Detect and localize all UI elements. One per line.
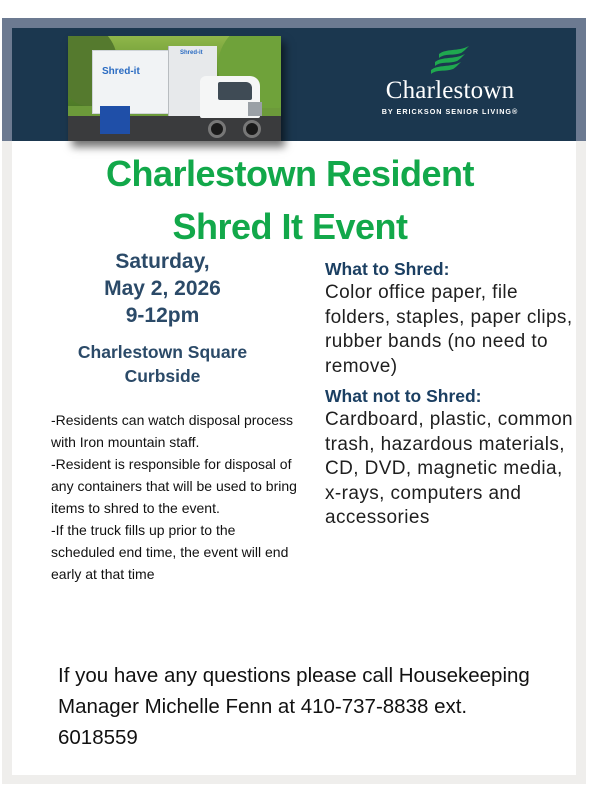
event-location-line1: Charlestown Square bbox=[77, 342, 248, 362]
event-details bbox=[40, 248, 285, 388]
event-date: May 2, 2026 bbox=[104, 277, 221, 300]
truck-brand-label-small: Shred-it bbox=[180, 50, 203, 56]
charlestown-logo bbox=[370, 44, 530, 124]
note-item: -Resident is responsible for disposal of any containers that will be used to bring items to shred to the event. bbox=[51, 456, 297, 516]
note-item: -If the truck fills up prior to the scheduled end time, the event will end early at that time bbox=[51, 522, 289, 582]
what-not-to-shred-heading: What not to Shred: bbox=[325, 386, 482, 406]
note-item: -Residents can watch disposal process with Iron mountain staff. bbox=[51, 412, 294, 450]
event-location-line2: Curbside bbox=[124, 366, 201, 386]
event-title-line2: Shred It Event bbox=[172, 206, 408, 247]
contact-info: If you have any questions please call Housekeeping Manager Michelle Fenn at 410-737-8838 ext. 6018559 bbox=[58, 664, 530, 749]
event-title-line1: Charlestown Resident bbox=[105, 153, 475, 194]
shred-truck-photo bbox=[68, 36, 281, 141]
event-time: 9-12pm bbox=[125, 304, 200, 327]
what-to-shred-heading: What to Shred: bbox=[325, 259, 450, 279]
logo-tagline: BY ERICKSON SENIOR LIVING® bbox=[381, 107, 519, 116]
shred-guidelines bbox=[325, 257, 575, 531]
wave-stripes-icon bbox=[425, 44, 475, 76]
event-day: Saturday, bbox=[115, 250, 210, 273]
what-not-to-shred-list: Cardboard, plastic, common trash, hazardous materials, CD, DVD, magnetic media, x-rays, computers and accessories bbox=[325, 409, 574, 528]
logo-wordmark: Charlestown bbox=[385, 77, 515, 104]
what-to-shred-list: Color office paper, file folders, staples, paper clips, rubber bands (no need to remove) bbox=[325, 282, 573, 377]
event-notes bbox=[51, 409, 301, 585]
truck-brand-label: Shred-it bbox=[102, 66, 140, 77]
event-title bbox=[60, 147, 520, 253]
